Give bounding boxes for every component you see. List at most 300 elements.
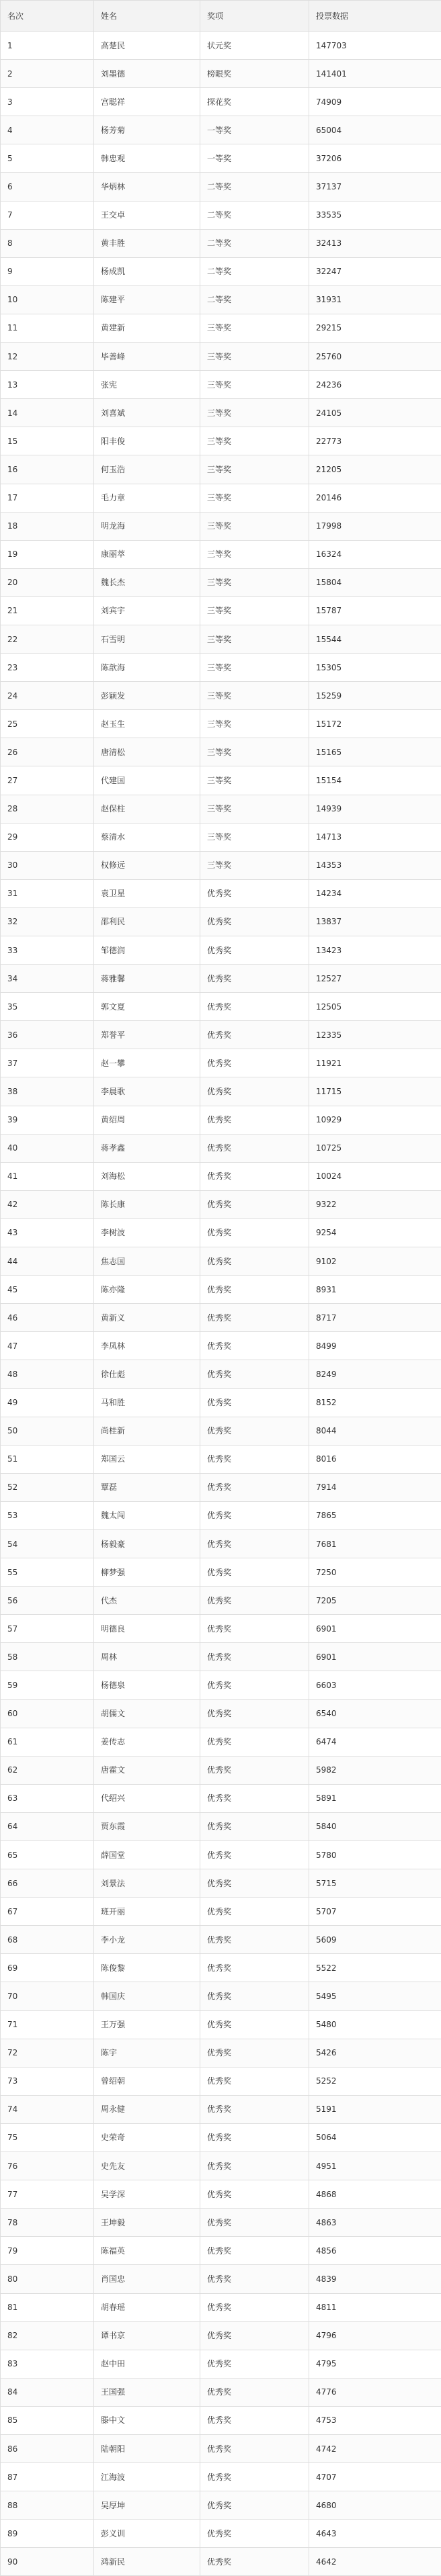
name-cell: 陈俊黎	[94, 1954, 200, 1982]
votes-cell: 20146	[309, 484, 441, 512]
name-cell: 周林	[94, 1643, 200, 1671]
table-row	[1, 1558, 441, 1587]
rank-cell: 5	[1, 144, 94, 173]
table-row	[1, 1671, 441, 1699]
rank-cell: 40	[1, 1134, 94, 1162]
rank-cell: 77	[1, 2180, 94, 2209]
table-row	[1, 1049, 441, 1077]
name-cell: 王国强	[94, 2378, 200, 2406]
votes-cell: 33535	[309, 201, 441, 229]
name-cell: 代绍兴	[94, 1784, 200, 1812]
table-row	[1, 484, 441, 512]
rank-cell: 63	[1, 1784, 94, 1812]
table-row	[1, 1784, 441, 1812]
votes-cell: 24105	[309, 399, 441, 427]
table-row	[1, 1699, 441, 1728]
table-row	[1, 1021, 441, 1049]
name-cell: 袁卫星	[94, 879, 200, 907]
award-cell: 三等奖	[200, 682, 309, 710]
rank-cell: 79	[1, 2237, 94, 2265]
votes-cell: 5522	[309, 1954, 441, 1982]
votes-cell: 5064	[309, 2123, 441, 2151]
award-cell: 二等奖	[200, 285, 309, 314]
name-cell: 吴学深	[94, 2180, 200, 2209]
table-row	[1, 512, 441, 540]
votes-cell: 15154	[309, 766, 441, 795]
award-cell: 状元奖	[200, 32, 309, 60]
rank-cell: 83	[1, 2350, 94, 2378]
rank-cell: 72	[1, 2039, 94, 2067]
votes-cell: 15787	[309, 596, 441, 625]
rank-cell: 57	[1, 1615, 94, 1643]
votes-cell: 5780	[309, 1841, 441, 1869]
name-cell: 唐清松	[94, 738, 200, 766]
award-cell: 优秀奖	[200, 1587, 309, 1615]
name-cell: 刘海松	[94, 1162, 200, 1190]
award-cell: 三等奖	[200, 343, 309, 371]
table-row	[1, 427, 441, 455]
name-cell: 陈福英	[94, 2237, 200, 2265]
table-row	[1, 1501, 441, 1529]
table-row	[1, 1812, 441, 1840]
votes-cell: 14353	[309, 851, 441, 879]
table-body	[1, 32, 441, 2576]
rank-cell: 62	[1, 1756, 94, 1784]
name-cell: 覃磊	[94, 1473, 200, 1501]
rank-cell: 48	[1, 1360, 94, 1388]
votes-cell: 4680	[309, 2491, 441, 2520]
header-rank: 名次	[1, 1, 94, 32]
award-cell: 三等奖	[200, 823, 309, 851]
votes-cell: 5426	[309, 2039, 441, 2067]
rank-cell: 45	[1, 1276, 94, 1304]
award-cell: 优秀奖	[200, 993, 309, 1021]
rank-cell: 56	[1, 1587, 94, 1615]
name-cell: 赵玉生	[94, 710, 200, 738]
award-cell: 优秀奖	[200, 1218, 309, 1247]
rank-cell: 18	[1, 512, 94, 540]
award-cell: 一等奖	[200, 116, 309, 144]
award-cell: 优秀奖	[200, 2010, 309, 2039]
name-cell: 高楚民	[94, 32, 200, 60]
name-cell: 黄绍周	[94, 1106, 200, 1134]
award-cell: 优秀奖	[200, 1812, 309, 1840]
table-row	[1, 879, 441, 907]
award-cell: 二等奖	[200, 257, 309, 285]
table-row	[1, 201, 441, 229]
award-cell: 优秀奖	[200, 879, 309, 907]
table-row	[1, 88, 441, 116]
name-cell: 李凤林	[94, 1332, 200, 1360]
table-row	[1, 285, 441, 314]
table-row	[1, 568, 441, 596]
award-cell: 二等奖	[200, 229, 309, 257]
votes-cell: 7865	[309, 1501, 441, 1529]
award-cell: 探花奖	[200, 88, 309, 116]
table-row	[1, 823, 441, 851]
name-cell: 李树波	[94, 1218, 200, 1247]
table-header	[1, 1, 441, 32]
votes-cell: 8717	[309, 1304, 441, 1332]
name-cell: 彭颖发	[94, 682, 200, 710]
name-cell: 曾绍朝	[94, 2067, 200, 2095]
name-cell: 柳梦强	[94, 1558, 200, 1587]
table-row	[1, 710, 441, 738]
award-cell: 优秀奖	[200, 1926, 309, 1954]
award-cell: 优秀奖	[200, 2434, 309, 2462]
votes-cell: 29215	[309, 314, 441, 342]
votes-cell: 25760	[309, 343, 441, 371]
votes-cell: 12505	[309, 993, 441, 1021]
award-cell: 优秀奖	[200, 2209, 309, 2237]
rank-cell: 27	[1, 766, 94, 795]
award-cell: 优秀奖	[200, 2123, 309, 2151]
rank-cell: 87	[1, 2463, 94, 2491]
award-cell: 优秀奖	[200, 1898, 309, 1926]
award-cell: 优秀奖	[200, 1134, 309, 1162]
table-row	[1, 654, 441, 682]
rank-cell: 28	[1, 795, 94, 823]
table-row	[1, 1106, 441, 1134]
name-cell: 姜传志	[94, 1728, 200, 1756]
name-cell: 郑国云	[94, 1445, 200, 1473]
table-row	[1, 1841, 441, 1869]
table-row	[1, 1926, 441, 1954]
table-row	[1, 682, 441, 710]
award-cell: 优秀奖	[200, 1388, 309, 1417]
votes-cell: 4776	[309, 2378, 441, 2406]
votes-cell: 4863	[309, 2209, 441, 2237]
name-cell: 郭文夏	[94, 993, 200, 1021]
votes-cell: 5891	[309, 1784, 441, 1812]
name-cell: 史先友	[94, 2152, 200, 2180]
table-row	[1, 795, 441, 823]
votes-cell: 4643	[309, 2520, 441, 2548]
name-cell: 郑誉平	[94, 1021, 200, 1049]
rank-cell: 64	[1, 1812, 94, 1840]
rank-cell: 49	[1, 1388, 94, 1417]
table-row	[1, 2293, 441, 2321]
award-cell: 三等奖	[200, 427, 309, 455]
name-cell: 阳丰俊	[94, 427, 200, 455]
table-row	[1, 1473, 441, 1501]
award-cell: 三等奖	[200, 512, 309, 540]
votes-cell: 10929	[309, 1106, 441, 1134]
rank-cell: 36	[1, 1021, 94, 1049]
name-cell: 刘景法	[94, 1869, 200, 1898]
name-cell: 蒋孝鑫	[94, 1134, 200, 1162]
table-row	[1, 596, 441, 625]
table-row	[1, 965, 441, 993]
name-cell: 薛国堂	[94, 1841, 200, 1869]
award-cell: 优秀奖	[200, 1728, 309, 1756]
table-row	[1, 2010, 441, 2039]
table-row	[1, 173, 441, 201]
name-cell: 黄丰胜	[94, 229, 200, 257]
table-row	[1, 1162, 441, 1190]
table-row	[1, 625, 441, 653]
name-cell: 邹德润	[94, 936, 200, 965]
award-cell: 三等奖	[200, 851, 309, 879]
rank-cell: 23	[1, 654, 94, 682]
votes-cell: 7250	[309, 1558, 441, 1587]
name-cell: 蒋雅馨	[94, 965, 200, 993]
name-cell: 赵保柱	[94, 795, 200, 823]
table-row	[1, 993, 441, 1021]
name-cell: 李晨歌	[94, 1077, 200, 1106]
award-cell: 优秀奖	[200, 1756, 309, 1784]
rank-cell: 26	[1, 738, 94, 766]
rank-cell: 12	[1, 343, 94, 371]
votes-cell: 14939	[309, 795, 441, 823]
award-cell: 优秀奖	[200, 2152, 309, 2180]
name-cell: 刘宾宇	[94, 596, 200, 625]
award-cell: 优秀奖	[200, 1954, 309, 1982]
award-cell: 优秀奖	[200, 1982, 309, 2010]
rank-cell: 75	[1, 2123, 94, 2151]
name-cell: 杨芳菊	[94, 116, 200, 144]
votes-cell: 10024	[309, 1162, 441, 1190]
votes-cell: 11921	[309, 1049, 441, 1077]
votes-cell: 15259	[309, 682, 441, 710]
table-row	[1, 738, 441, 766]
award-cell: 优秀奖	[200, 1869, 309, 1898]
votes-cell: 141401	[309, 60, 441, 88]
votes-cell: 15804	[309, 568, 441, 596]
rank-cell: 25	[1, 710, 94, 738]
table-row	[1, 1756, 441, 1784]
rank-cell: 42	[1, 1190, 94, 1218]
votes-cell: 15305	[309, 654, 441, 682]
table-row	[1, 32, 441, 60]
award-cell: 优秀奖	[200, 2265, 309, 2293]
table-row	[1, 2095, 441, 2123]
name-cell: 黄新义	[94, 1304, 200, 1332]
rank-cell: 81	[1, 2293, 94, 2321]
rank-cell: 76	[1, 2152, 94, 2180]
award-cell: 三等奖	[200, 654, 309, 682]
votes-cell: 8152	[309, 1388, 441, 1417]
award-cell: 优秀奖	[200, 1276, 309, 1304]
name-cell: 韩国庆	[94, 1982, 200, 2010]
rank-cell: 10	[1, 285, 94, 314]
name-cell: 毛力章	[94, 484, 200, 512]
award-cell: 三等奖	[200, 625, 309, 653]
name-cell: 陈宇	[94, 2039, 200, 2067]
table-row	[1, 2463, 441, 2491]
votes-cell: 74909	[309, 88, 441, 116]
table-row	[1, 936, 441, 965]
table-row	[1, 1445, 441, 1473]
header-name: 姓名	[94, 1, 200, 32]
votes-cell: 14713	[309, 823, 441, 851]
award-cell: 三等奖	[200, 738, 309, 766]
rank-cell: 38	[1, 1077, 94, 1106]
table-row	[1, 1388, 441, 1417]
award-cell: 优秀奖	[200, 2463, 309, 2491]
table-row	[1, 1615, 441, 1643]
award-cell: 优秀奖	[200, 1445, 309, 1473]
rank-cell: 89	[1, 2520, 94, 2548]
votes-cell: 8249	[309, 1360, 441, 1388]
name-cell: 焦志国	[94, 1247, 200, 1276]
name-cell: 尚桂新	[94, 1417, 200, 1445]
votes-cell: 37137	[309, 173, 441, 201]
award-cell: 三等奖	[200, 540, 309, 568]
name-cell: 班开丽	[94, 1898, 200, 1926]
award-cell: 优秀奖	[200, 1615, 309, 1643]
name-cell: 江海波	[94, 2463, 200, 2491]
name-cell: 马和胜	[94, 1388, 200, 1417]
votes-cell: 15544	[309, 625, 441, 653]
name-cell: 华炳林	[94, 173, 200, 201]
header-votes: 投票数据	[309, 1, 441, 32]
votes-cell: 6901	[309, 1615, 441, 1643]
rank-cell: 39	[1, 1106, 94, 1134]
table-row	[1, 116, 441, 144]
rank-cell: 11	[1, 314, 94, 342]
rank-cell: 65	[1, 1841, 94, 1869]
rank-cell: 52	[1, 1473, 94, 1501]
name-cell: 陈亦隆	[94, 1276, 200, 1304]
award-cell: 二等奖	[200, 173, 309, 201]
rank-cell: 54	[1, 1529, 94, 1558]
rank-cell: 4	[1, 116, 94, 144]
table-row	[1, 2180, 441, 2209]
table-row	[1, 1898, 441, 1926]
award-cell: 三等奖	[200, 568, 309, 596]
votes-cell: 5609	[309, 1926, 441, 1954]
name-cell: 刘墨德	[94, 60, 200, 88]
award-cell: 优秀奖	[200, 2520, 309, 2548]
rank-cell: 44	[1, 1247, 94, 1276]
name-cell: 杨成凯	[94, 257, 200, 285]
table-row	[1, 60, 441, 88]
header-row	[1, 1, 441, 32]
rank-cell: 37	[1, 1049, 94, 1077]
table-row	[1, 1218, 441, 1247]
table-row	[1, 851, 441, 879]
votes-cell: 16324	[309, 540, 441, 568]
name-cell: 陆朝阳	[94, 2434, 200, 2462]
table-row	[1, 2265, 441, 2293]
votes-cell: 4742	[309, 2434, 441, 2462]
rank-cell: 84	[1, 2378, 94, 2406]
award-cell: 优秀奖	[200, 2350, 309, 2378]
table-row	[1, 2434, 441, 2462]
table-row	[1, 540, 441, 568]
table-row	[1, 2520, 441, 2548]
award-cell: 三等奖	[200, 455, 309, 484]
table-row	[1, 1304, 441, 1332]
votes-cell: 24236	[309, 371, 441, 399]
rank-cell: 2	[1, 60, 94, 88]
name-cell: 贾东霞	[94, 1812, 200, 1840]
votes-cell: 32247	[309, 257, 441, 285]
rank-cell: 67	[1, 1898, 94, 1926]
award-cell: 三等奖	[200, 399, 309, 427]
award-cell: 优秀奖	[200, 2548, 309, 2576]
name-cell: 毕善峰	[94, 343, 200, 371]
name-cell: 胡春瑶	[94, 2293, 200, 2321]
votes-cell: 5495	[309, 1982, 441, 2010]
name-cell: 蔡清水	[94, 823, 200, 851]
award-cell: 优秀奖	[200, 1473, 309, 1501]
votes-cell: 32413	[309, 229, 441, 257]
votes-cell: 65004	[309, 116, 441, 144]
name-cell: 宫聪祥	[94, 88, 200, 116]
name-cell: 李小龙	[94, 1926, 200, 1954]
table-row	[1, 2350, 441, 2378]
rank-cell: 71	[1, 2010, 94, 2039]
award-cell: 三等奖	[200, 596, 309, 625]
rank-cell: 46	[1, 1304, 94, 1332]
table-row	[1, 1134, 441, 1162]
table-row	[1, 1954, 441, 1982]
table-row	[1, 1077, 441, 1106]
award-cell: 优秀奖	[200, 907, 309, 936]
votes-cell: 6474	[309, 1728, 441, 1756]
name-cell: 何玉浩	[94, 455, 200, 484]
votes-cell: 6901	[309, 1643, 441, 1671]
table-row	[1, 2067, 441, 2095]
table-row	[1, 1869, 441, 1898]
name-cell: 陈建平	[94, 285, 200, 314]
rank-cell: 74	[1, 2095, 94, 2123]
rank-cell: 32	[1, 907, 94, 936]
rank-cell: 35	[1, 993, 94, 1021]
table-row	[1, 144, 441, 173]
table-row	[1, 229, 441, 257]
name-cell: 鸿新民	[94, 2548, 200, 2576]
table-row	[1, 1247, 441, 1276]
name-cell: 康丽萃	[94, 540, 200, 568]
table-row	[1, 2123, 441, 2151]
name-cell: 谭书京	[94, 2321, 200, 2350]
table-row	[1, 1587, 441, 1615]
award-cell: 优秀奖	[200, 1841, 309, 1869]
name-cell: 徐仕彪	[94, 1360, 200, 1388]
name-cell: 黄建新	[94, 314, 200, 342]
table-row	[1, 257, 441, 285]
votes-cell: 4642	[309, 2548, 441, 2576]
award-cell: 三等奖	[200, 795, 309, 823]
rank-cell: 58	[1, 1643, 94, 1671]
award-cell: 优秀奖	[200, 1501, 309, 1529]
votes-cell: 8499	[309, 1332, 441, 1360]
award-cell: 优秀奖	[200, 2321, 309, 2350]
rank-cell: 3	[1, 88, 94, 116]
votes-cell: 8016	[309, 1445, 441, 1473]
award-cell: 三等奖	[200, 371, 309, 399]
name-cell: 史荣奇	[94, 2123, 200, 2151]
rank-cell: 13	[1, 371, 94, 399]
rank-cell: 88	[1, 2491, 94, 2520]
rank-cell: 14	[1, 399, 94, 427]
rank-cell: 55	[1, 1558, 94, 1587]
name-cell: 赵一攀	[94, 1049, 200, 1077]
votes-cell: 4839	[309, 2265, 441, 2293]
rank-cell: 15	[1, 427, 94, 455]
votes-cell: 4753	[309, 2406, 441, 2434]
name-cell: 滕中文	[94, 2406, 200, 2434]
table-row	[1, 2321, 441, 2350]
votes-cell: 22773	[309, 427, 441, 455]
award-cell: 优秀奖	[200, 1304, 309, 1332]
award-cell: 优秀奖	[200, 1106, 309, 1134]
award-cell: 优秀奖	[200, 2180, 309, 2209]
table-row	[1, 1332, 441, 1360]
